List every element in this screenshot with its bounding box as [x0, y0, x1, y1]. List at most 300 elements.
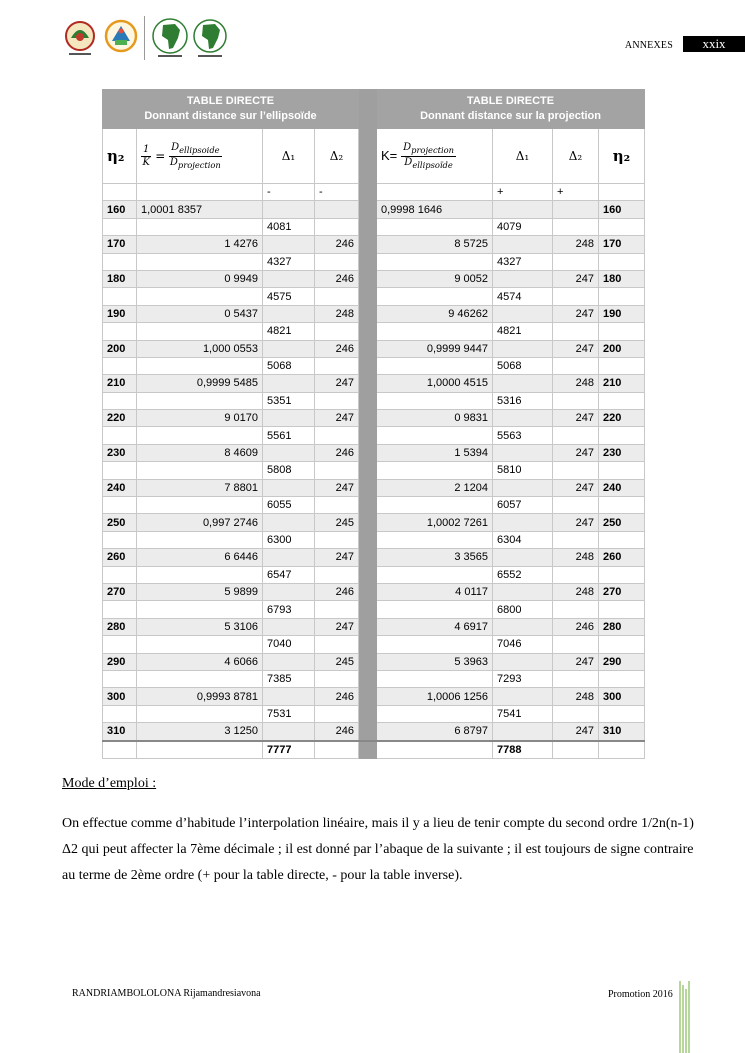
right-delta2	[553, 392, 599, 409]
column-separator	[359, 236, 377, 253]
left-value	[137, 253, 263, 270]
right-value	[377, 601, 493, 618]
left-delta1	[263, 688, 315, 705]
left-value	[137, 601, 263, 618]
left-delta1: 4327	[263, 253, 315, 270]
eta-left	[103, 392, 137, 409]
column-separator	[359, 723, 377, 741]
right-delta1	[493, 549, 553, 566]
column-separator	[359, 636, 377, 653]
left-delta1	[263, 410, 315, 427]
right-value: 2 1204	[377, 479, 493, 496]
table-row	[103, 531, 645, 548]
university-logo-icon	[63, 16, 97, 60]
right-value: 3 3565	[377, 549, 493, 566]
right-delta1	[493, 444, 553, 461]
eta-left	[103, 253, 137, 270]
footer-author: RANDRIAMBOLOLONA Rijamandresiavona	[72, 988, 261, 999]
left-value	[137, 427, 263, 444]
table-row	[103, 705, 645, 722]
eta-right	[599, 601, 645, 618]
left-delta2	[315, 566, 359, 583]
eta-left: 180	[103, 270, 137, 287]
left-delta1: 7040	[263, 636, 315, 653]
right-value: 1,0000 4515	[377, 375, 493, 392]
right-delta2: 247	[553, 410, 599, 427]
column-separator	[359, 392, 377, 409]
right-delta2	[553, 636, 599, 653]
table-row	[103, 618, 645, 635]
eta-right	[599, 357, 645, 374]
right-delta2: 246	[553, 618, 599, 635]
eta-right: 210	[599, 375, 645, 392]
left-delta1	[263, 375, 315, 392]
left-delta2: 246	[315, 723, 359, 741]
table-row	[103, 601, 645, 618]
left-delta2: 247	[315, 549, 359, 566]
left-delta2: 245	[315, 653, 359, 670]
eta-right	[599, 253, 645, 270]
eta-right: 230	[599, 444, 645, 461]
eta-left	[103, 601, 137, 618]
right-delta1: 5316	[493, 392, 553, 409]
col-eta-right: η₂	[599, 129, 645, 184]
column-separator	[359, 462, 377, 479]
right-delta1: 6552	[493, 566, 553, 583]
eta-left	[103, 566, 137, 583]
footer-decoration-lines	[679, 981, 691, 1053]
table-row	[103, 323, 645, 340]
column-separator	[359, 323, 377, 340]
table-row	[103, 427, 645, 444]
right-delta2	[553, 323, 599, 340]
right-value	[377, 392, 493, 409]
column-separator	[359, 375, 377, 392]
left-delta2: 246	[315, 583, 359, 600]
left-delta1: 6055	[263, 497, 315, 514]
col-delta2-right: Δ₂	[553, 129, 599, 184]
eta-right	[599, 323, 645, 340]
eta-left	[103, 705, 137, 722]
right-delta1	[493, 514, 553, 531]
table-row	[103, 444, 645, 461]
right-value: 0,9999 9447	[377, 340, 493, 357]
table-row	[103, 688, 645, 705]
table-row	[103, 201, 645, 218]
right-delta2: 247	[553, 479, 599, 496]
right-value	[377, 566, 493, 583]
left-delta1: 4821	[263, 323, 315, 340]
left-delta2: 245	[315, 514, 359, 531]
column-separator	[359, 670, 377, 687]
right-delta2	[553, 601, 599, 618]
africa-logo-icon	[150, 16, 190, 60]
right-value	[377, 741, 493, 759]
left-value: 0,9999 5485	[137, 375, 263, 392]
right-value: 4 0117	[377, 583, 493, 600]
eta-right: 170	[599, 236, 645, 253]
left-delta1: 6300	[263, 531, 315, 548]
column-separator	[359, 357, 377, 374]
left-delta2: 246	[315, 340, 359, 357]
column-separator	[359, 531, 377, 548]
left-delta1	[263, 305, 315, 322]
right-delta2	[553, 427, 599, 444]
right-delta1: 7788	[493, 741, 553, 759]
left-delta2	[315, 741, 359, 759]
eta-right	[599, 497, 645, 514]
right-delta2	[553, 253, 599, 270]
right-delta1: 5810	[493, 462, 553, 479]
left-delta1	[263, 236, 315, 253]
eta-left	[103, 218, 137, 235]
header-section-label: ANNEXES	[624, 40, 673, 51]
right-value: 6 8797	[377, 723, 493, 741]
left-delta2	[315, 670, 359, 687]
column-separator	[359, 444, 377, 461]
right-value: 0,9998 1646	[377, 201, 493, 218]
right-delta1	[493, 688, 553, 705]
eta-left: 170	[103, 236, 137, 253]
eta-right	[599, 741, 645, 759]
right-value	[377, 636, 493, 653]
footer-promotion: Promotion 2016	[608, 989, 673, 1000]
column-separator	[359, 618, 377, 635]
right-delta2: 247	[553, 514, 599, 531]
right-delta2	[553, 531, 599, 548]
sign-cell	[137, 184, 263, 201]
right-value	[377, 462, 493, 479]
left-delta1: 5351	[263, 392, 315, 409]
eta-left: 200	[103, 340, 137, 357]
eta-right	[599, 705, 645, 722]
sign-left-d2: -	[315, 184, 359, 201]
right-delta2: 247	[553, 444, 599, 461]
left-value: 7 8801	[137, 479, 263, 496]
eta-left	[103, 427, 137, 444]
eta-right: 180	[599, 270, 645, 287]
right-value	[377, 705, 493, 722]
right-value: 9 0052	[377, 270, 493, 287]
table-row	[103, 410, 645, 427]
eta-right	[599, 566, 645, 583]
left-value: 1,000 0553	[137, 340, 263, 357]
left-value: 0,9993 8781	[137, 688, 263, 705]
right-delta1: 7293	[493, 670, 553, 687]
eta-left: 250	[103, 514, 137, 531]
table-row	[103, 497, 645, 514]
column-separator	[359, 253, 377, 270]
left-delta1	[263, 201, 315, 218]
left-value	[137, 357, 263, 374]
column-separator	[359, 705, 377, 722]
right-delta2	[553, 357, 599, 374]
column-separator	[359, 305, 377, 322]
left-delta1	[263, 618, 315, 635]
left-value	[137, 462, 263, 479]
column-separator	[359, 218, 377, 235]
eta-right	[599, 531, 645, 548]
left-value: 1 4276	[137, 236, 263, 253]
right-delta1: 5068	[493, 357, 553, 374]
left-delta1: 7777	[263, 741, 315, 759]
column-separator	[359, 479, 377, 496]
right-delta1	[493, 479, 553, 496]
left-value	[137, 497, 263, 514]
left-delta1	[263, 723, 315, 741]
eta-right	[599, 288, 645, 305]
eta-right: 220	[599, 410, 645, 427]
eta-left	[103, 462, 137, 479]
right-delta1	[493, 583, 553, 600]
right-delta1: 6304	[493, 531, 553, 548]
right-value	[377, 531, 493, 548]
right-delta1	[493, 723, 553, 741]
column-separator	[359, 340, 377, 357]
right-delta1: 7046	[493, 636, 553, 653]
left-delta2	[315, 201, 359, 218]
right-delta2: 248	[553, 583, 599, 600]
left-delta1	[263, 479, 315, 496]
column-separator	[359, 288, 377, 305]
sign-cell	[599, 184, 645, 201]
right-delta2	[553, 288, 599, 305]
mode-title: Mode d’emploi :	[62, 776, 157, 791]
right-formula: K= $\frac{D_{projection}}{D_{ellipsoïde}}$	[377, 129, 493, 184]
right-delta2: 248	[553, 236, 599, 253]
eta-right	[599, 670, 645, 687]
left-value	[137, 392, 263, 409]
sign-right-d1: +	[493, 184, 553, 201]
table-row	[103, 305, 645, 322]
table-row	[103, 270, 645, 287]
sign-cell	[377, 184, 493, 201]
right-delta1	[493, 201, 553, 218]
eta-right: 310	[599, 723, 645, 741]
left-formula: $\frac{1}{K}$ = $\frac{D_{ellipsoide}}{D_{projection}}$	[137, 129, 263, 184]
table-row	[103, 723, 645, 741]
right-delta1: 4574	[493, 288, 553, 305]
column-separator	[359, 427, 377, 444]
eta-right	[599, 218, 645, 235]
left-delta2: 246	[315, 688, 359, 705]
left-delta2: 246	[315, 236, 359, 253]
left-delta1: 7385	[263, 670, 315, 687]
eta-left	[103, 497, 137, 514]
left-delta1	[263, 653, 315, 670]
eta-left: 160	[103, 201, 137, 218]
eta-right	[599, 392, 645, 409]
sign-cell	[103, 184, 137, 201]
left-delta2	[315, 601, 359, 618]
school-logo-icon	[103, 16, 139, 60]
table-row	[103, 462, 645, 479]
eta-right: 280	[599, 618, 645, 635]
right-delta2: 248	[553, 549, 599, 566]
left-value: 1,0001 8357	[137, 201, 263, 218]
table-row	[103, 236, 645, 253]
col-delta1-left: Δ₁	[263, 129, 315, 184]
eta-right: 160	[599, 201, 645, 218]
right-delta2	[553, 566, 599, 583]
left-delta1	[263, 340, 315, 357]
sign-left-d1: -	[263, 184, 315, 201]
eta-left: 270	[103, 583, 137, 600]
right-value	[377, 288, 493, 305]
left-delta2	[315, 288, 359, 305]
left-value	[137, 323, 263, 340]
table-row	[103, 218, 645, 235]
table-row	[103, 514, 645, 531]
right-delta2: 247	[553, 340, 599, 357]
eta-right: 300	[599, 688, 645, 705]
left-value: 8 4609	[137, 444, 263, 461]
column-separator	[359, 653, 377, 670]
left-value	[137, 218, 263, 235]
column-separator	[359, 90, 377, 129]
right-delta1	[493, 653, 553, 670]
left-delta1: 7531	[263, 705, 315, 722]
right-delta1	[493, 236, 553, 253]
left-value: 9 0170	[137, 410, 263, 427]
left-delta2: 246	[315, 444, 359, 461]
column-separator	[359, 201, 377, 218]
left-delta2	[315, 636, 359, 653]
right-delta1	[493, 410, 553, 427]
table-row	[103, 357, 645, 374]
column-separator	[359, 497, 377, 514]
eta-left: 240	[103, 479, 137, 496]
left-value: 6 6446	[137, 549, 263, 566]
right-delta1: 4079	[493, 218, 553, 235]
eta-right	[599, 427, 645, 444]
left-delta2	[315, 392, 359, 409]
right-delta2	[553, 670, 599, 687]
eta-left: 290	[103, 653, 137, 670]
column-separator	[359, 583, 377, 600]
eta-right: 270	[599, 583, 645, 600]
table-row	[103, 583, 645, 600]
eta-right	[599, 462, 645, 479]
right-delta1	[493, 270, 553, 287]
right-delta2: 248	[553, 688, 599, 705]
sign-right-d2: +	[553, 184, 599, 201]
right-delta1: 5563	[493, 427, 553, 444]
left-value	[137, 566, 263, 583]
left-delta1	[263, 444, 315, 461]
eta-left	[103, 357, 137, 374]
table-row	[103, 479, 645, 496]
left-delta2	[315, 462, 359, 479]
left-value: 3 1250	[137, 723, 263, 741]
right-delta2	[553, 705, 599, 722]
left-delta1: 5808	[263, 462, 315, 479]
left-value: 5 3106	[137, 618, 263, 635]
table-row	[103, 653, 645, 670]
left-delta2	[315, 253, 359, 270]
right-value: 1 5394	[377, 444, 493, 461]
left-delta1	[263, 583, 315, 600]
left-delta2	[315, 497, 359, 514]
left-delta2: 247	[315, 618, 359, 635]
col-eta-left: η₂	[103, 129, 137, 184]
left-value	[137, 741, 263, 759]
right-delta1	[493, 375, 553, 392]
right-value	[377, 323, 493, 340]
right-value: 4 6917	[377, 618, 493, 635]
left-delta1: 6793	[263, 601, 315, 618]
left-delta2: 246	[315, 270, 359, 287]
right-value: 9 46262	[377, 305, 493, 322]
left-value: 0 5437	[137, 305, 263, 322]
left-value: 0,997 2746	[137, 514, 263, 531]
table-row	[103, 566, 645, 583]
eta-left	[103, 670, 137, 687]
eta-right	[599, 636, 645, 653]
left-delta2	[315, 218, 359, 235]
eta-left: 190	[103, 305, 137, 322]
eta-left	[103, 531, 137, 548]
left-value	[137, 670, 263, 687]
right-delta2	[553, 462, 599, 479]
eta-left: 280	[103, 618, 137, 635]
left-delta2: 247	[315, 479, 359, 496]
eta-left: 220	[103, 410, 137, 427]
table-row	[103, 288, 645, 305]
left-value	[137, 288, 263, 305]
left-delta1: 5561	[263, 427, 315, 444]
left-delta2: 247	[315, 410, 359, 427]
eta-left	[103, 741, 137, 759]
column-separator	[359, 270, 377, 287]
left-value: 4 6066	[137, 653, 263, 670]
column-separator	[359, 566, 377, 583]
right-value: 1,0002 7261	[377, 514, 493, 531]
eta-left: 260	[103, 549, 137, 566]
left-delta1	[263, 514, 315, 531]
left-delta1: 6547	[263, 566, 315, 583]
right-delta1: 4821	[493, 323, 553, 340]
left-delta2	[315, 427, 359, 444]
left-table-title: TABLE DIRECTE Donnant distance sur l’ellipsoïde	[103, 90, 359, 129]
right-value	[377, 670, 493, 687]
table-row	[103, 549, 645, 566]
right-delta2	[553, 497, 599, 514]
column-separator	[359, 549, 377, 566]
left-delta1: 4081	[263, 218, 315, 235]
right-delta1: 4327	[493, 253, 553, 270]
eta-right: 250	[599, 514, 645, 531]
right-value	[377, 357, 493, 374]
right-value	[377, 253, 493, 270]
left-delta2: 247	[315, 375, 359, 392]
right-delta2: 247	[553, 723, 599, 741]
eta-left: 210	[103, 375, 137, 392]
col-delta1-right: Δ₁	[493, 129, 553, 184]
right-delta2	[553, 218, 599, 235]
right-delta1: 6800	[493, 601, 553, 618]
left-delta2	[315, 705, 359, 722]
direct-table	[102, 89, 645, 759]
column-separator	[359, 688, 377, 705]
left-delta1: 5068	[263, 357, 315, 374]
eta-right: 200	[599, 340, 645, 357]
left-delta2	[315, 531, 359, 548]
column-separator	[359, 410, 377, 427]
table-row	[103, 741, 645, 759]
column-separator	[359, 741, 377, 759]
right-delta2: 248	[553, 375, 599, 392]
